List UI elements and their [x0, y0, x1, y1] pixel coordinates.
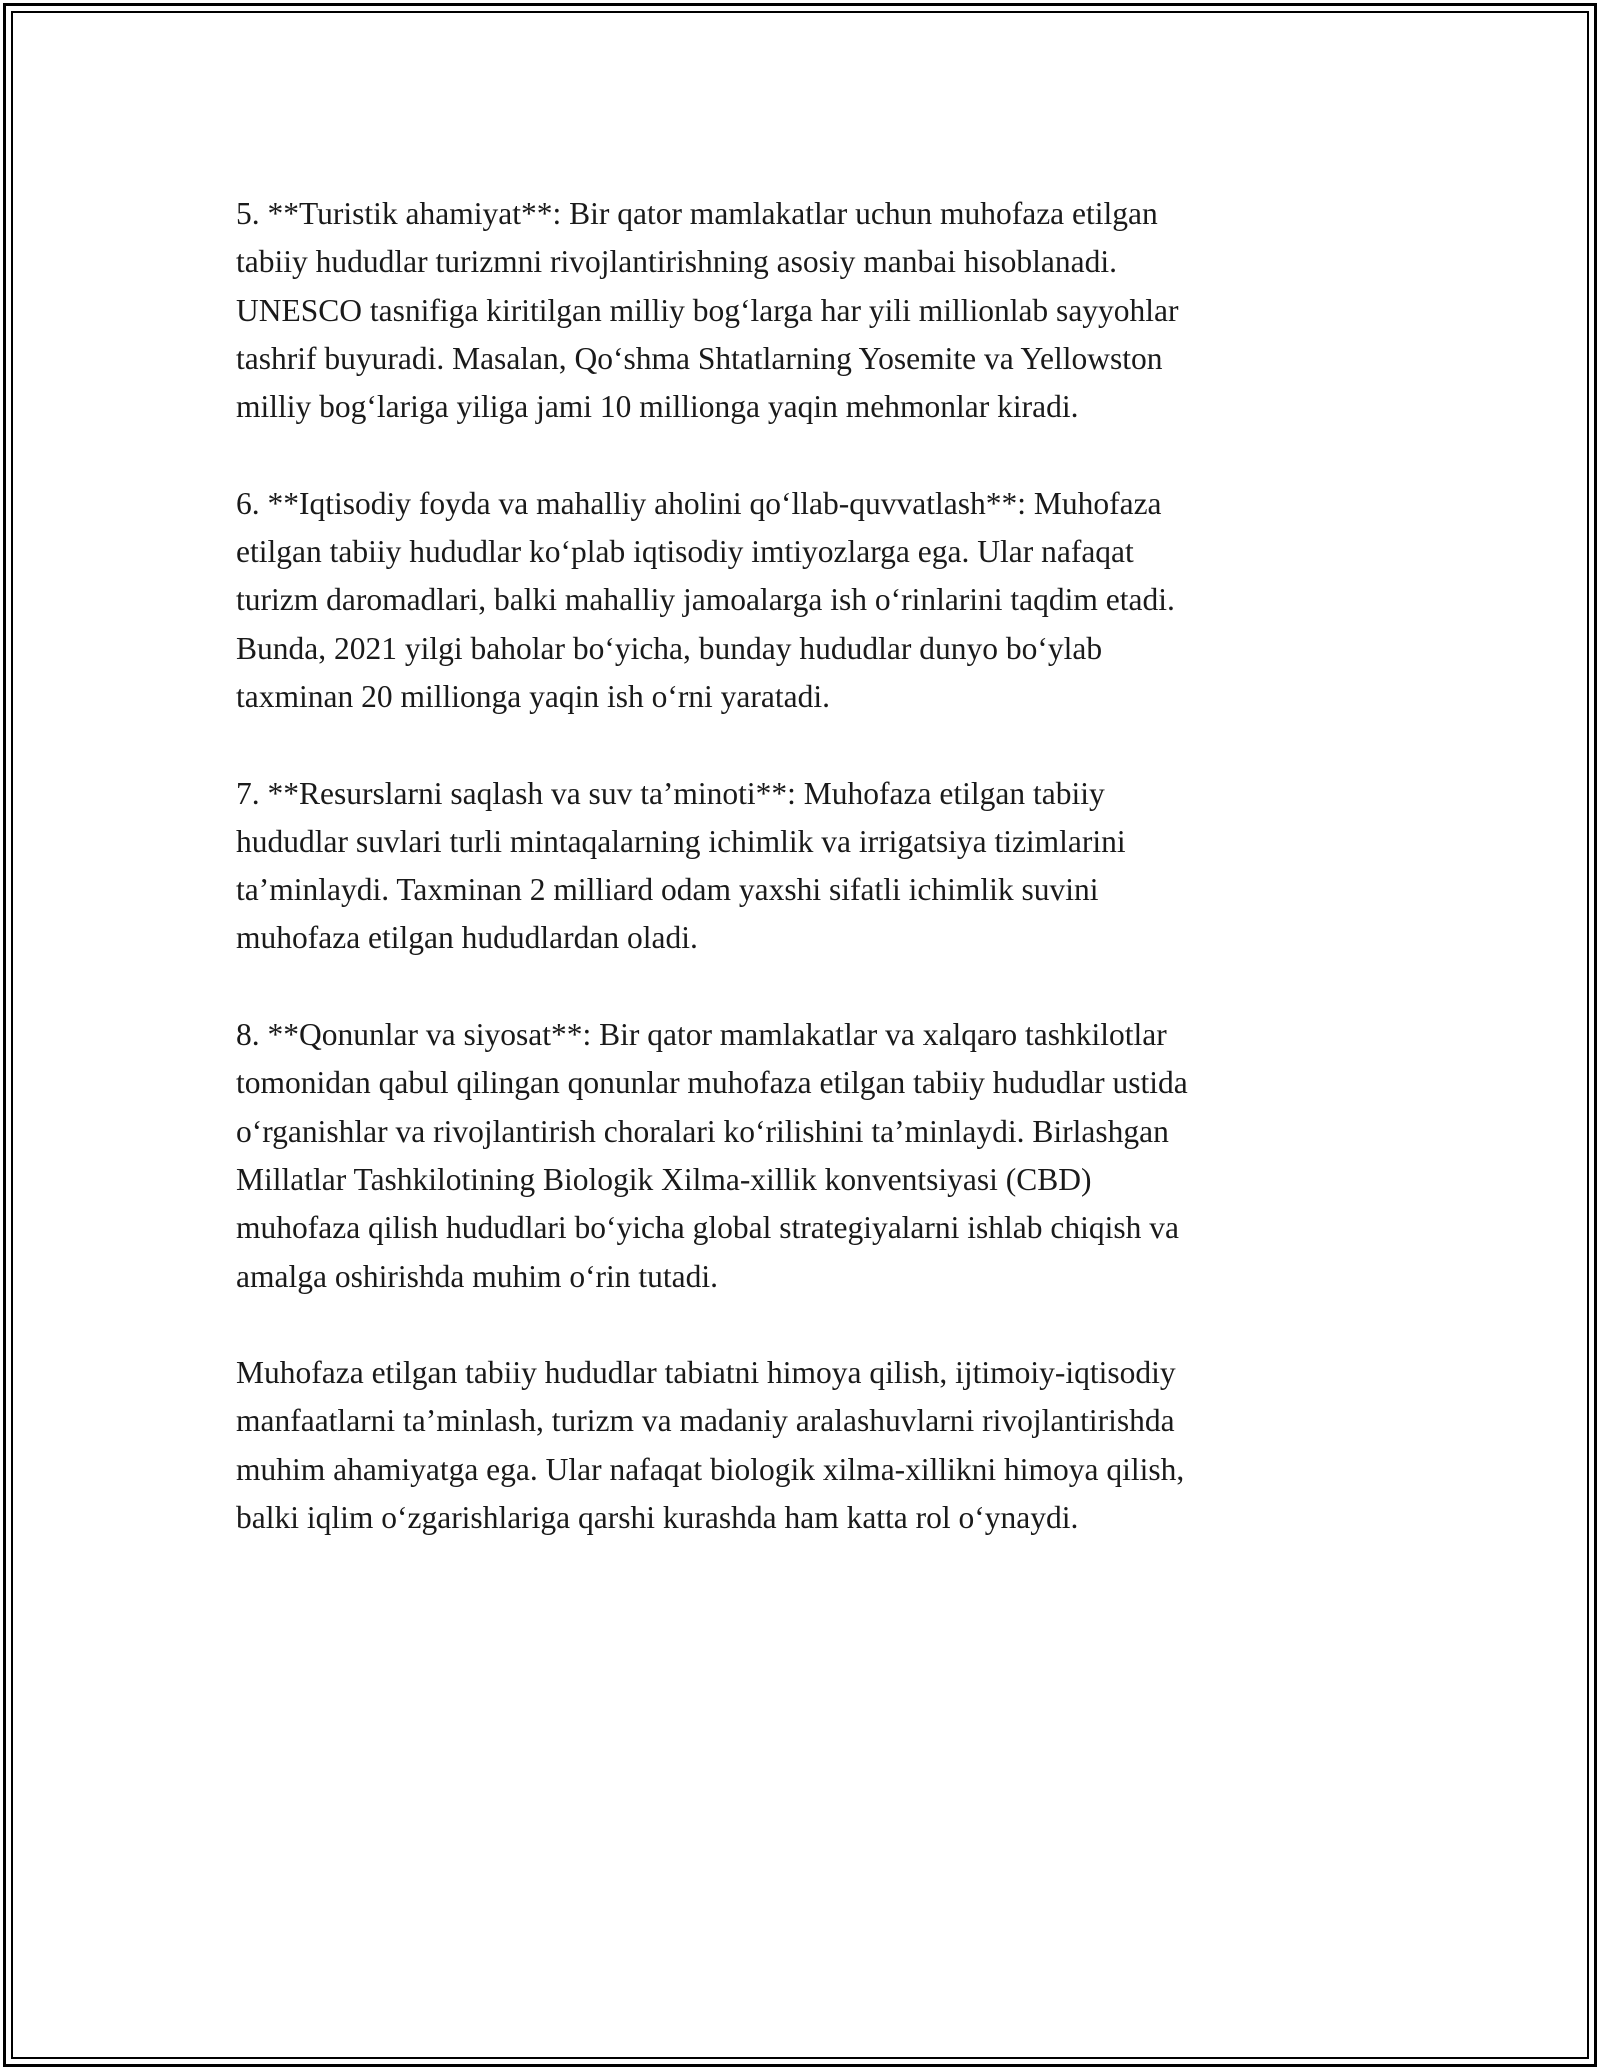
- text-line: manfaatlarni ta’minlash, turizm va madaniy aralashuvlarni rivojlantirishda: [236, 1403, 1175, 1439]
- text-line: 6. **Iqtisodiy foyda va mahalliy aholini qo‘llab-quvvatlash**: Muhofaza: [236, 485, 1162, 521]
- text-line: tashrif buyuradi. Masalan, Qo‘shma Shtatlarning Yosemite va Yellowston: [236, 340, 1163, 376]
- paragraph-resurslarni-saqlash: [236, 770, 1366, 963]
- text-line: tomonidan qabul qilingan qonunlar muhofaza etilgan tabiiy hududlar ustida: [236, 1065, 1188, 1101]
- text-line: Millatlar Tashkilotining Biologik Xilma-xillik konventsiyasi (CBD): [236, 1161, 1092, 1197]
- text-line: o‘rganishlar va rivojlantirish choralari ko‘rilishini ta’minlaydi. Birlashgan: [236, 1113, 1169, 1149]
- text-line: muhofaza etilgan hududlardan oladi.: [236, 920, 698, 956]
- paragraph-qonunlar-siyosat: [236, 1011, 1366, 1301]
- text-line: balki iqlim o‘zgarishlariga qarshi kurashda ham katta rol o‘ynaydi.: [236, 1500, 1079, 1536]
- text-line: turizm daromadlari, balki mahalliy jamoalarga ish o‘rinlarini taqdim etadi.: [236, 582, 1175, 618]
- text-line: milliy bog‘lariga yiliga jami 10 millionga yaqin mehmonlar kiradi.: [236, 389, 1079, 425]
- text-line: 7. **Resurslarni saqlash va suv ta’minoti**: Muhofaza etilgan tabiiy: [236, 775, 1105, 811]
- text-line: hududlar suvlari turli mintaqalarning ichimlik va irrigatsiya tizimlarini: [236, 823, 1126, 859]
- paragraph-conclusion: [236, 1349, 1366, 1542]
- text-line: 8. **Qonunlar va siyosat**: Bir qator mamlakatlar va xalqaro tashkilotlar: [236, 1017, 1167, 1053]
- paragraph-iqtisodiy-foyda: [236, 480, 1366, 721]
- text-line: Bunda, 2021 yilgi baholar bo‘yicha, bunday hududlar dunyo bo‘ylab: [236, 630, 1103, 666]
- text-line: tabiiy hududlar turizmni rivojlantirishning asosiy manbai hisoblanadi.: [236, 244, 1117, 280]
- text-line: muhim ahamiyatga ega. Ular nafaqat biologik xilma-xillikni himoya qilish,: [236, 1451, 1185, 1487]
- text-line: etilgan tabiiy hududlar ko‘plab iqtisodiy imtiyozlarga ega. Ular nafaqat: [236, 534, 1134, 570]
- text-line: ta’minlaydi. Taxminan 2 milliard odam yaxshi sifatli ichimlik suvini: [236, 872, 1099, 908]
- text-line: amalga oshirishda muhim o‘rin tutadi.: [236, 1258, 719, 1294]
- text-line: UNESCO tasnifiga kiritilgan milliy bog‘larga har yili millionlab sayyohlar: [236, 292, 1179, 328]
- text-line: Muhofaza etilgan tabiiy hududlar tabiatni himoya qilish, ijtimoiy-iqtisodiy: [236, 1355, 1176, 1391]
- text-line: taxminan 20 millionga yaqin ish o‘rni yaratadi.: [236, 678, 830, 714]
- paragraph-turistik-ahamiyat: [236, 190, 1366, 431]
- text-line: 5. **Turistik ahamiyat**: Bir qator mamlakatlar uchun muhofaza etilgan: [236, 196, 1158, 231]
- document-body: [236, 190, 1366, 1591]
- text-line: muhofaza qilish hududlari bo‘yicha global strategiyalarni ishlab chiqish va: [236, 1210, 1180, 1246]
